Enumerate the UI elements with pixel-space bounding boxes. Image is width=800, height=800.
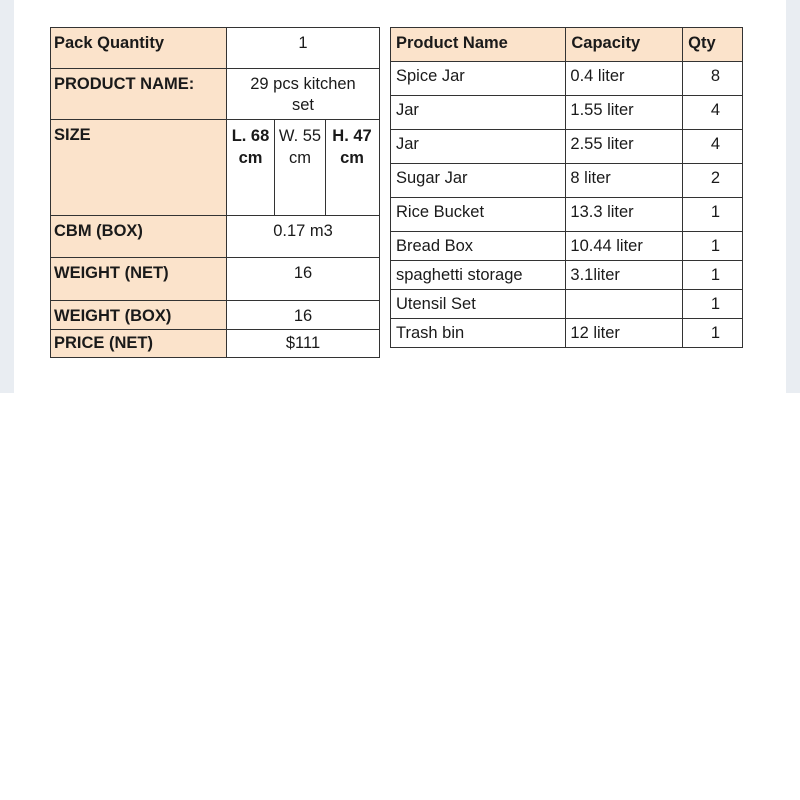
product-name-cell: Sugar Jar (391, 164, 566, 198)
product-name-cell: Rice Bucket (391, 198, 566, 232)
capacity-cell: 12 liter (566, 319, 683, 348)
weight-box-label: WEIGHT (BOX) (51, 301, 227, 330)
size-height: H. 47 cm (325, 120, 378, 215)
price-net-value: $111 (227, 330, 380, 358)
table-row (391, 130, 743, 164)
weight-net-label: WEIGHT (NET) (51, 258, 227, 301)
products-table (390, 27, 743, 348)
capacity-cell: 13.3 liter (566, 198, 683, 232)
size-length: L. 68 cm (231, 127, 270, 167)
cbm-label: CBM (BOX) (51, 216, 227, 258)
capacity-cell: 10.44 liter (566, 232, 683, 261)
size-values (227, 120, 379, 215)
weight-box-value: 16 (227, 301, 380, 330)
capacity-cell: 8 liter (566, 164, 683, 198)
spec-row-size (51, 120, 380, 216)
spec-row-weight-box (51, 301, 380, 330)
cbm-value: 0.17 m3 (227, 216, 380, 258)
product-name-cell: spaghetti storage (391, 261, 566, 290)
weight-net-value: 16 (227, 258, 380, 301)
price-net-label: PRICE (NET) (51, 330, 227, 358)
column-header-qty: Qty (683, 28, 743, 62)
size-label: SIZE (51, 120, 227, 216)
capacity-cell: 2.55 liter (566, 130, 683, 164)
table-row (391, 164, 743, 198)
qty-cell: 1 (683, 261, 743, 290)
product-name-cell: Utensil Set (391, 290, 566, 319)
pack-quantity-value: 1 (227, 28, 380, 69)
spec-row-product-name (51, 69, 380, 120)
table-row (391, 198, 743, 232)
product-name-cell: Jar (391, 96, 566, 130)
qty-cell: 1 (683, 198, 743, 232)
pack-quantity-label: Pack Quantity (51, 28, 227, 69)
spec-row-price-net (51, 330, 380, 358)
table-row (391, 96, 743, 130)
table-row (391, 319, 743, 348)
product-name-cell: Spice Jar (391, 62, 566, 96)
qty-cell: 8 (683, 62, 743, 96)
size-width: W. 55 cm (274, 120, 325, 215)
qty-cell: 4 (683, 96, 743, 130)
products-header-row (391, 28, 743, 62)
table-row (391, 290, 743, 319)
capacity-cell: 3.1liter (566, 261, 683, 290)
table-row (391, 62, 743, 96)
capacity-cell: 1.55 liter (566, 96, 683, 130)
column-header-capacity: Capacity (566, 28, 683, 62)
column-header-product-name: Product Name (391, 28, 566, 62)
product-name-label: PRODUCT NAME: (51, 69, 227, 120)
spec-row-pack-quantity (51, 28, 380, 69)
table-row (391, 261, 743, 290)
spec-table (50, 27, 380, 358)
spec-row-weight-net (51, 258, 380, 301)
capacity-cell (566, 290, 683, 319)
qty-cell: 2 (683, 164, 743, 198)
product-name-value: 29 pcs kitchen set (227, 69, 380, 120)
spec-row-cbm (51, 216, 380, 258)
qty-cell: 1 (683, 232, 743, 261)
qty-cell: 1 (683, 319, 743, 348)
capacity-cell: 0.4 liter (566, 62, 683, 96)
qty-cell: 1 (683, 290, 743, 319)
product-name-cell: Jar (391, 130, 566, 164)
qty-cell: 4 (683, 130, 743, 164)
product-name-cell: Trash bin (391, 319, 566, 348)
product-name-cell: Bread Box (391, 232, 566, 261)
size-values-cell (227, 120, 380, 216)
table-row (391, 232, 743, 261)
